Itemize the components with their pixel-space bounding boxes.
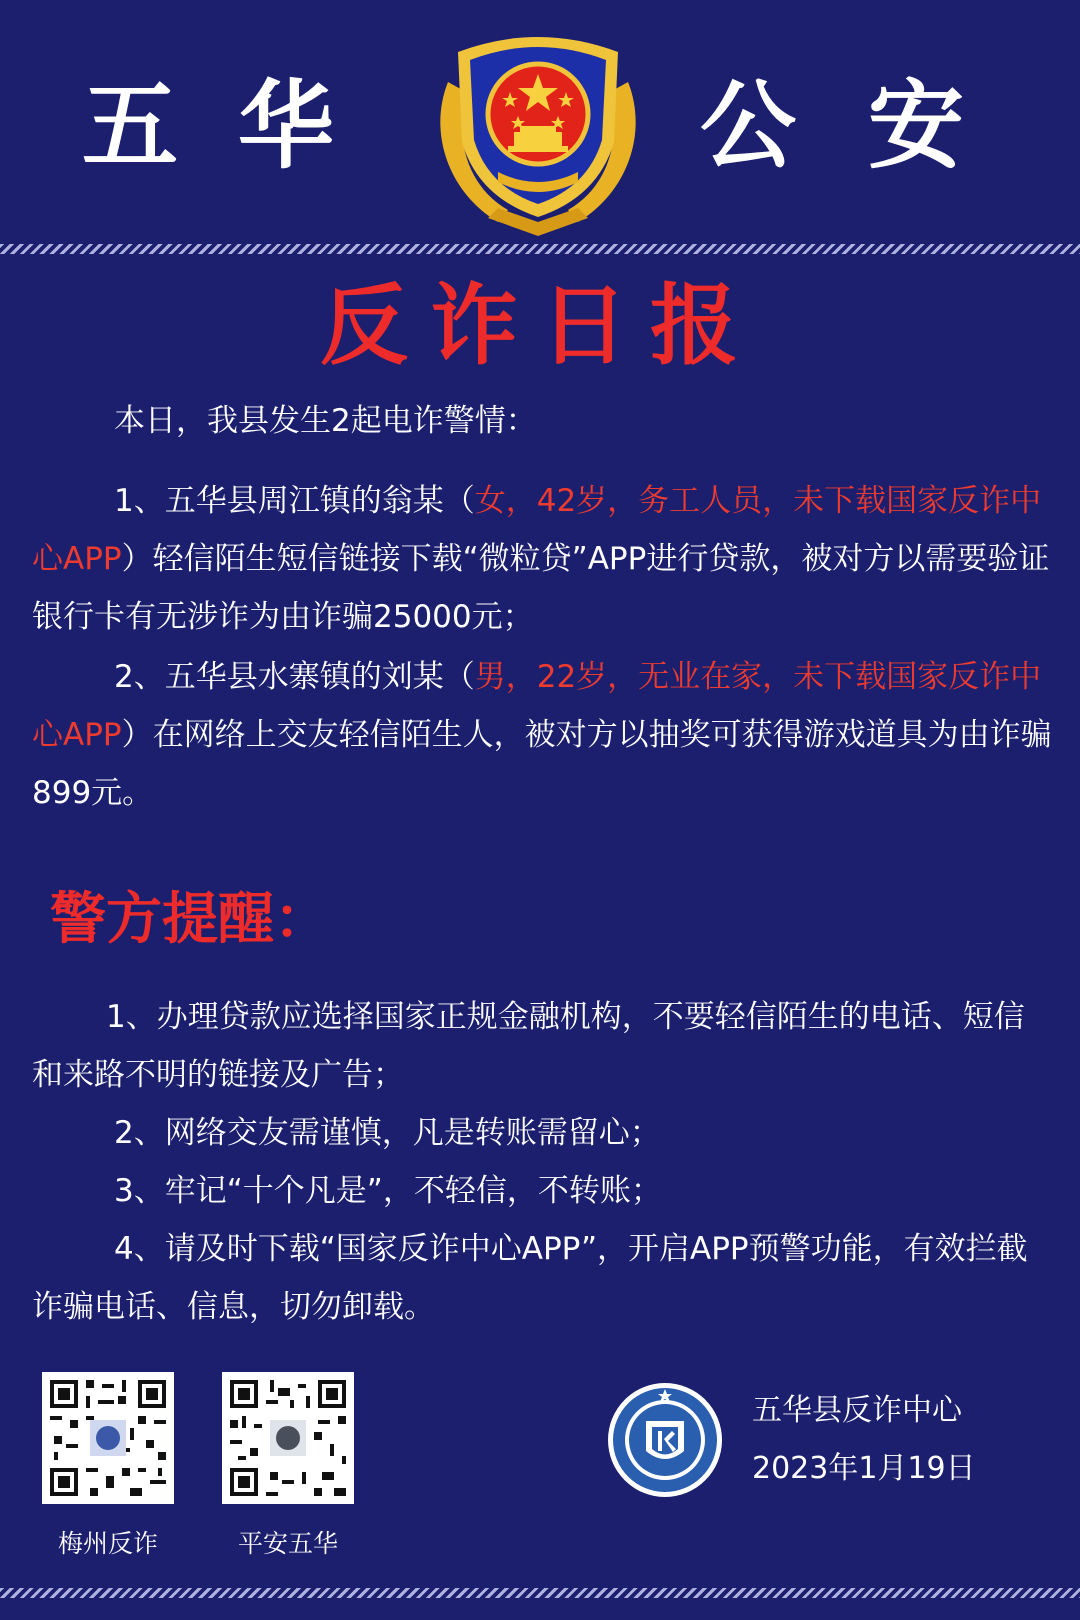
header (0, 0, 1080, 245)
header-char-2: 华 (238, 70, 334, 182)
qr-label-pingan: 平安五华 (237, 1529, 338, 1558)
intro-text: 本日，我县发生2起电诈警情： (114, 403, 537, 439)
case-2-highlight: 男，22岁，无业在家，未下载国家反诈中心APP (32, 659, 1042, 753)
case-1-prefix: 1、五华县周江镇的翁某（ (114, 483, 475, 519)
intro-paragraph (32, 392, 1052, 450)
case-2-prefix: 2、五华县水寨镇的刘某（ (114, 659, 475, 695)
warning-item-1 (32, 988, 1052, 1104)
warning-item-3-text: 3、牢记“十个凡是”，不轻信，不转账； (114, 1173, 662, 1209)
warning-item-3 (32, 1162, 1052, 1220)
bottom-divider (0, 1588, 1080, 1598)
warning-item-4 (32, 1220, 1052, 1336)
qr-code-icon (222, 1372, 354, 1504)
org-name: 五华县反诈中心 (752, 1393, 962, 1428)
qr-code-icon (42, 1372, 174, 1504)
warning-item-2-text: 2、网络交友需谨慎，凡是转账需留心； (114, 1115, 661, 1151)
header-char-1: 五 (82, 70, 178, 182)
warning-item-2 (32, 1104, 1052, 1162)
police-emblem-icon (428, 22, 648, 242)
case-1-suffix: ）轻信陌生短信链接下载“微粒贷”APP进行贷款，被对方以需要验证银行卡有无涉诈为由诈骗25000元； (32, 541, 1050, 635)
warning-item-4-text: 4、请及时下载“国家反诈中心APP”，开启APP预警功能，有效拦截诈骗电话、信息，切勿卸载。 (32, 1231, 1028, 1325)
case-1-paragraph (32, 472, 1052, 646)
top-divider (0, 244, 1080, 254)
header-char-4: 安 (868, 70, 964, 182)
case-2-suffix: ）在网络上交友轻信陌生人，被对方以抽奖可获得游戏道具为由诈骗899元。 (32, 717, 1052, 811)
qr-code-meizhou[interactable] (42, 1372, 174, 1504)
header-char-3: 公 (700, 70, 796, 182)
case-1-highlight: 女，42岁，务工人员，未下载国家反诈中心APP (32, 483, 1042, 577)
qr-label-meizhou: 梅州反诈 (57, 1529, 158, 1558)
case-2-paragraph (32, 648, 1052, 822)
anti-fraud-center-badge-icon (606, 1381, 724, 1499)
qr-code-pingan[interactable] (222, 1372, 354, 1504)
warning-item-1-text: 1、办理贷款应选择国家正规金融机构，不要轻信陌生的电话、短信和来路不明的链接及广告； (32, 999, 1025, 1093)
page-title: 反诈日报 (319, 274, 760, 377)
warning-title: 警方提醒： (50, 887, 330, 952)
report-date: 2023年1月19日 (752, 1451, 976, 1486)
